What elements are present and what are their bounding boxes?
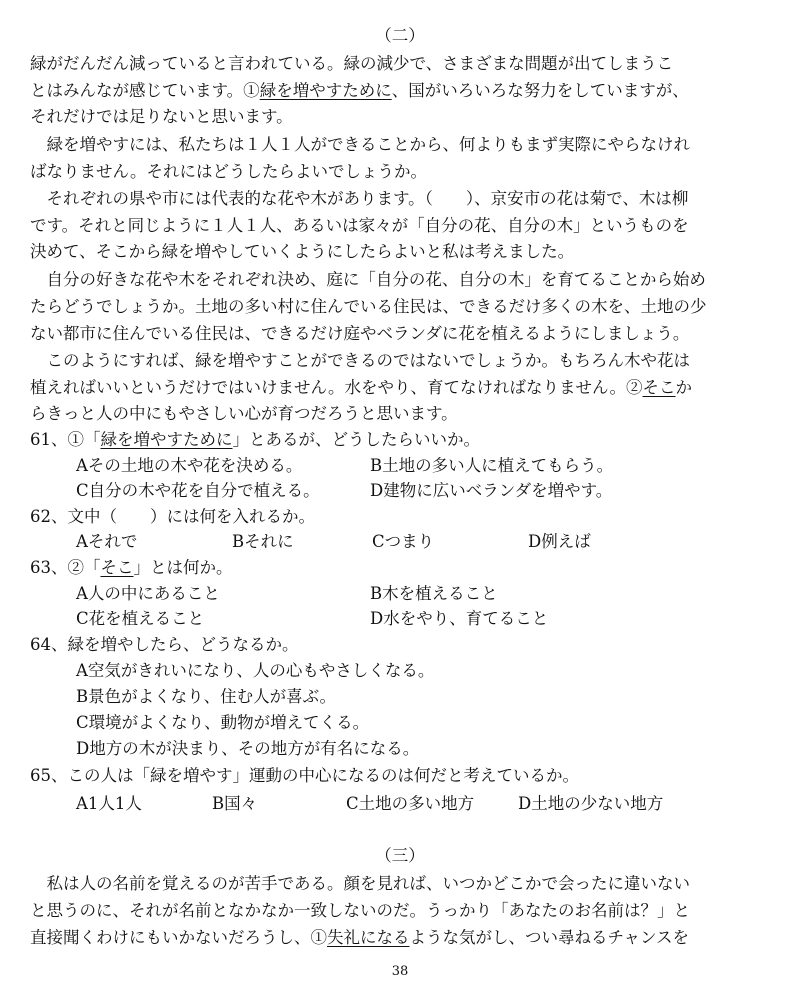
- question-64-option-c[interactable]: C環境がよくなり、動物が増えてくる。: [76, 713, 370, 732]
- question-65-stem: 65、この人は「緑を増やす」運動の中心になるのは何だと考えているか。: [30, 766, 579, 785]
- question-63-option-d[interactable]: D水をやり、育てること: [370, 609, 549, 628]
- underlined-phrase: 緑を増やすために: [100, 430, 233, 449]
- question-65-option-c[interactable]: C土地の多い地方: [346, 794, 475, 813]
- passage-line: それぞれの県や市には代表的な花や木があります。（ ）、京安市の花は菊で、木は柳: [30, 189, 689, 208]
- question-61-option-d[interactable]: D建物に広いベランダを増やす。: [370, 481, 613, 500]
- question-65-option-d[interactable]: D土地の少ない地方: [518, 794, 664, 813]
- question-62-option-a[interactable]: Aそれで: [76, 532, 138, 551]
- question-62-stem: 62、文中（ ）には何を入れるか。: [30, 507, 315, 526]
- passage-line: このようにすれば、緑を増やすことができるのではないでしょうか。もちろん木や花は: [30, 351, 690, 370]
- passage-line: [30, 81, 689, 101]
- question-64-option-a[interactable]: A空気がきれいになり、人の心もやさしくなる。: [76, 661, 435, 680]
- passage-line: [30, 378, 692, 398]
- passage-line: 私は人の名前を覚えるのが苦手である。顔を見れば、いつかどこかで会ったに違いない: [30, 874, 690, 893]
- passage-line: と思うのに、それが名前となかなか一致しないのだ。うっかり「あなたのお名前は？」と: [30, 901, 690, 920]
- question-63-option-c[interactable]: C花を植えること: [76, 609, 205, 628]
- passage-line: 緑がだんだん減っていると言われている。緑の減少で、さまざまな問題が出てしまうこ: [30, 54, 674, 73]
- passage-text: 、国がいろいろな努力をしていますが、: [391, 81, 689, 100]
- question-61-stem: [30, 430, 480, 450]
- question-text: 」とあるが、どうしたらいいか。: [232, 430, 480, 449]
- passage-text: 直接聞くわけにもいかないだろうし、①: [30, 928, 327, 947]
- passage-line: たらどうでしょうか。土地の多い村に住んでいる住民は、できるだけ多くの木を、土地の少: [30, 297, 707, 316]
- page-number: 38: [391, 964, 409, 979]
- passage-line: ない都市に住んでいる住民は、できるだけ庭やベランダに花を植えるようにしましょう。: [30, 324, 690, 343]
- passage-text: 植えればいいというだけではいけません。水をやり、育てなければなりません。②: [30, 378, 643, 397]
- underlined-phrase: そこ: [100, 558, 134, 577]
- question-61-option-b[interactable]: B土地の多い人に植えてもらう。: [370, 456, 614, 475]
- question-63-stem: [30, 558, 233, 578]
- underlined-phrase: そこ: [642, 378, 676, 397]
- question-61-option-a[interactable]: Aその土地の木や花を決める。: [76, 456, 303, 475]
- question-64-option-b[interactable]: B景色がよくなり、住む人が喜ぶ。: [76, 687, 336, 706]
- passage-line: 決めて、そこから緑を増やしていくようにしたらよいと私は考えました。: [30, 242, 575, 261]
- question-64-stem: 64、緑を増やしたら、どうなるか。: [30, 635, 299, 654]
- passage-line: 緑を増やすには、私たちは１人１人ができることから、何よりもまず実際にやらなけれ: [30, 135, 690, 154]
- question-text: 61、①「: [30, 430, 101, 449]
- question-62-option-b[interactable]: Bそれに: [232, 532, 294, 551]
- passage-line: 自分の好きな花や木をそれぞれ決め、庭に「自分の花、自分の木」を育てることから始め: [30, 270, 706, 289]
- passage-line: らきっと人の中にもやさしい心が育つだろうと思います。: [30, 404, 458, 423]
- question-text: 63、②「: [30, 558, 101, 577]
- passage-text: ような気がし、つい尋ねるチャンスを: [409, 928, 690, 947]
- question-65-option-a[interactable]: A1人1人: [76, 794, 142, 813]
- underlined-phrase: 緑を増やすために: [259, 81, 392, 100]
- underlined-phrase: 失礼になる: [327, 928, 410, 947]
- question-63-option-a[interactable]: A人の中にあること: [76, 584, 220, 603]
- question-62-option-d[interactable]: D例えば: [528, 532, 591, 551]
- passage-line: ばなりません。それにはどうしたらよいでしょうか。: [30, 162, 427, 181]
- passage-text: とはみんなが感じています。①: [30, 81, 260, 100]
- question-text: 」とは何か。: [133, 558, 233, 577]
- question-65-option-b[interactable]: B国々: [212, 794, 258, 813]
- passage-line: です。それと同じように１人１人、あるいは家々が「自分の花、自分の木」というものを: [30, 216, 689, 235]
- passage-text: か: [675, 378, 692, 397]
- question-63-option-b[interactable]: B木を植えること: [370, 584, 498, 603]
- question-64-option-d[interactable]: D地方の木が決まり、その地方が有名になる。: [76, 739, 420, 758]
- question-62-option-c[interactable]: Cつまり: [372, 532, 435, 551]
- passage-line: [30, 928, 689, 948]
- section-2-heading: （二）: [375, 26, 425, 45]
- section-3-heading: （三）: [375, 846, 425, 865]
- question-61-option-c[interactable]: C自分の木や花を自分で植える。: [76, 481, 320, 500]
- passage-line: それだけでは足りないと思います。: [30, 107, 293, 126]
